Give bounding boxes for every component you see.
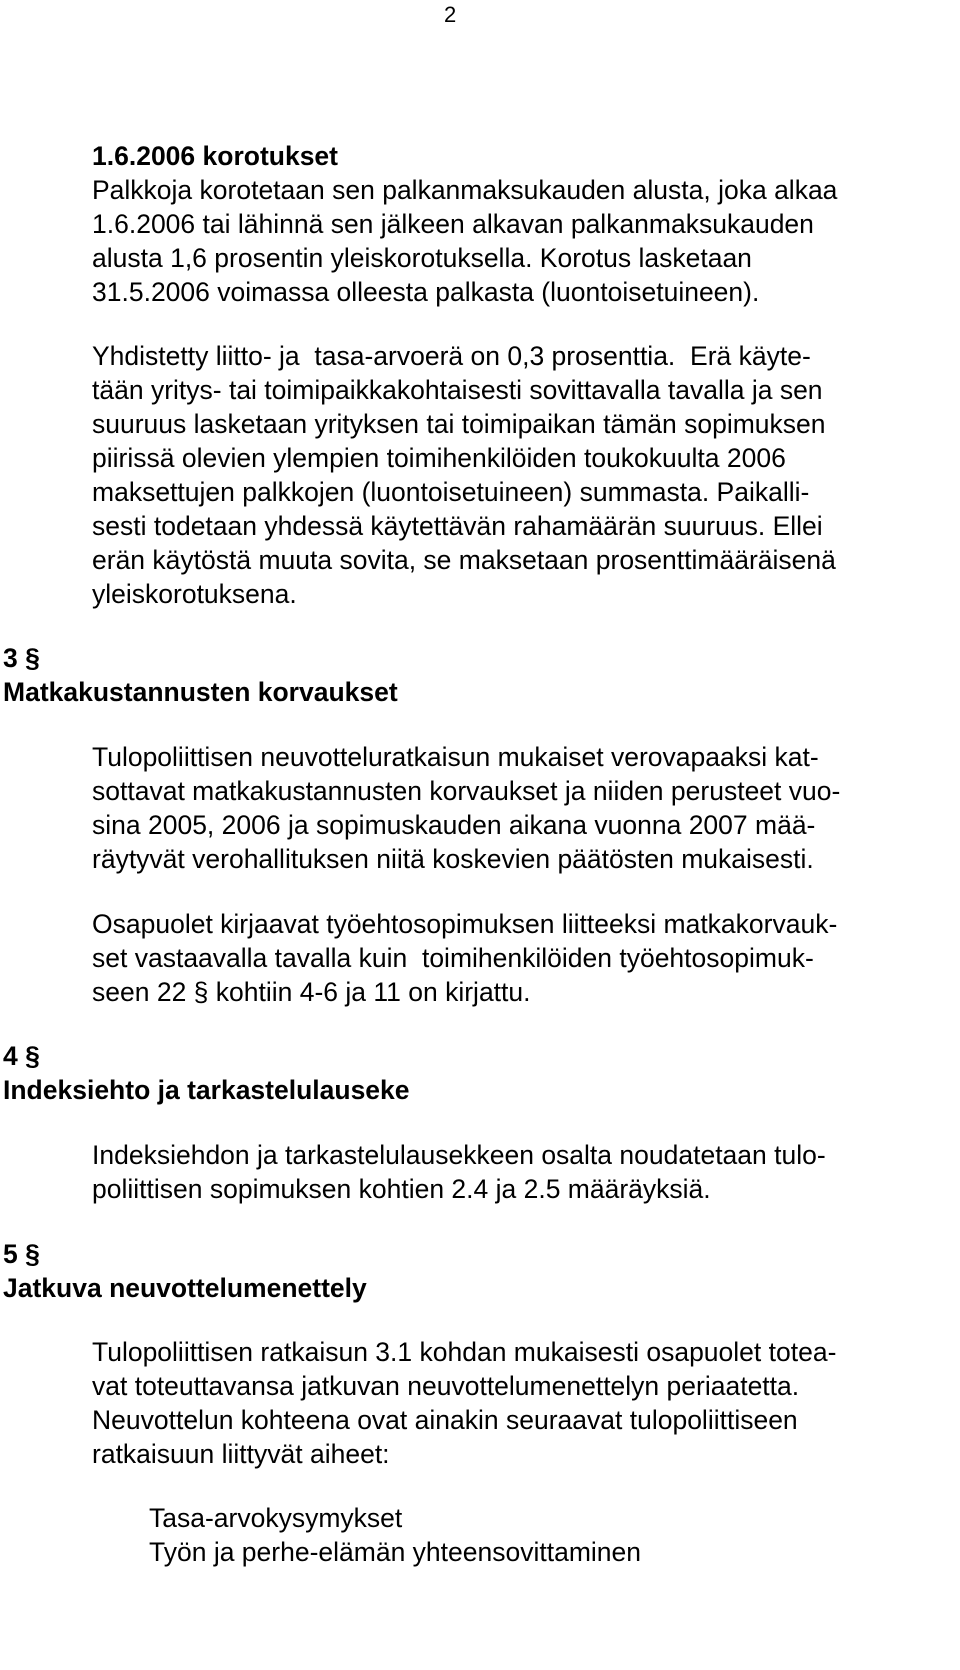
paragraph-line: sina 2005, 2006 ja sopimuskauden aikana vuonna 2007 mää- bbox=[92, 810, 816, 840]
paragraph-line: Palkkoja korotetaan sen palkanmaksukauden alusta, joka alkaa bbox=[92, 175, 838, 205]
page-number: 2 bbox=[444, 2, 457, 27]
paragraph-line: Yhdistetty liitto- ja tasa-arvoerä on 0,3 prosenttia. Erä käyte- bbox=[92, 341, 811, 371]
paragraph-line: Tulopoliittisen neuvotteluratkaisun mukaiset verovapaaksi kat- bbox=[92, 742, 819, 772]
paragraph-line: Neuvottelun kohteena ovat ainakin seuraavat tulopoliittiseen bbox=[92, 1405, 798, 1435]
paragraph-line: 31.5.2006 voimassa olleesta palkasta (luontoisetuineen). bbox=[92, 277, 760, 307]
paragraph-line: räytyvät verohallituksen niitä koskevien päätösten mukaisesti. bbox=[92, 844, 814, 874]
paragraph-line: vat toteuttavansa jatkuvan neuvottelumenettelyn periaatetta. bbox=[92, 1371, 800, 1401]
paragraph-line: sesti todetaan yhdessä käytettävän rahamäärän suuruus. Ellei bbox=[92, 511, 823, 541]
paragraph-line: poliittisen sopimuksen kohtien 2.4 ja 2.5 määräyksiä. bbox=[92, 1174, 711, 1204]
paragraph-line: Tulopoliittisen ratkaisun 3.1 kohdan mukaisesti osapuolet totea- bbox=[92, 1337, 837, 1367]
paragraph-line: suuruus lasketaan yrityksen tai toimipaikan tämän sopimuksen bbox=[92, 409, 826, 439]
paragraph-line: alusta 1,6 prosentin yleiskorotuksella. Korotus lasketaan bbox=[92, 243, 752, 273]
paragraph-line: erän käytöstä muuta sovita, se maksetaan prosenttimääräisenä bbox=[92, 545, 836, 575]
paragraph-line: piirissä olevien ylempien toimihenkilöiden toukokuulta 2006 bbox=[92, 443, 786, 473]
list-item: Työn ja perhe-elämän yhteensovittaminen bbox=[149, 1537, 642, 1567]
paragraph-line: seen 22 § kohtiin 4-6 ja 11 on kirjattu. bbox=[92, 977, 531, 1007]
paragraph-line: sottavat matkakustannusten korvaukset ja niiden perusteet vuo- bbox=[92, 776, 841, 806]
paragraph-line: maksettujen palkkojen (luontoisetuineen) summasta. Paikalli- bbox=[92, 477, 810, 507]
section-5-number: 5 § bbox=[3, 1239, 40, 1269]
section-4-title: Indeksiehto ja tarkastelulauseke bbox=[3, 1075, 410, 1105]
section-3-number: 3 § bbox=[3, 643, 40, 673]
paragraph-line: tään yritys- tai toimipaikkakohtaisesti sovittavalla tavalla ja sen bbox=[92, 375, 823, 405]
list-item: Tasa-arvokysymykset bbox=[149, 1503, 403, 1533]
paragraph-line: 1.6.2006 tai lähinnä sen jälkeen alkavan palkanmaksukauden bbox=[92, 209, 814, 239]
paragraph-line: Indeksiehdon ja tarkastelulausekkeen osalta noudatetaan tulo- bbox=[92, 1140, 826, 1170]
paragraph-line: Osapuolet kirjaavat työehtosopimuksen liitteeksi matkakorvauk- bbox=[92, 909, 838, 939]
section-5-title: Jatkuva neuvottelumenettely bbox=[3, 1273, 367, 1303]
section-3-title: Matkakustannusten korvaukset bbox=[3, 677, 398, 707]
paragraph-line: yleiskorotuksena. bbox=[92, 579, 297, 609]
paragraph-line: ratkaisuun liittyvät aiheet: bbox=[92, 1439, 390, 1469]
paragraph-line: set vastaavalla tavalla kuin toimihenkilöiden työehtosopimuk- bbox=[92, 943, 814, 973]
section-4-number: 4 § bbox=[3, 1041, 40, 1071]
subsection-title: 1.6.2006 korotukset bbox=[92, 141, 338, 171]
